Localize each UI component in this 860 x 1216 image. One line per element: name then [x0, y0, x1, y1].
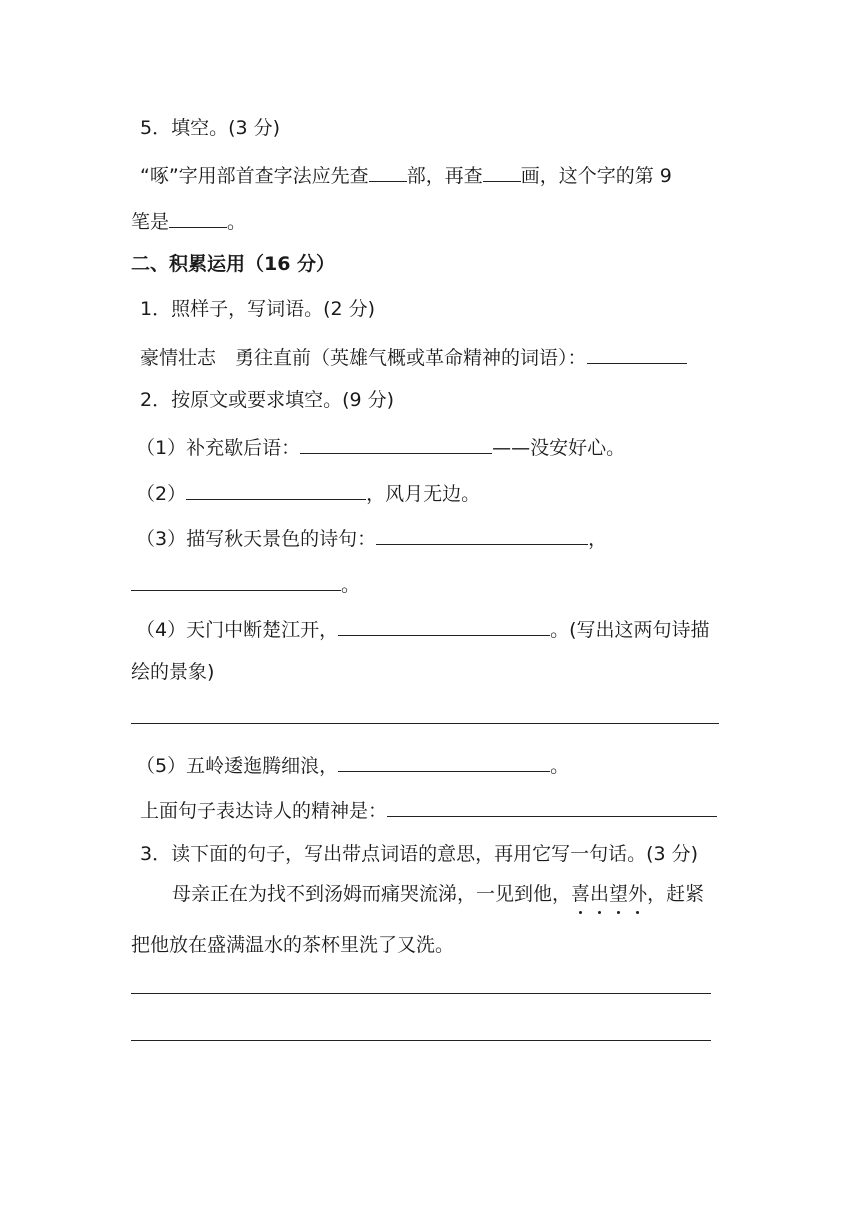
s2q2-item3-cont: [131, 568, 360, 599]
q5-blank-radical[interactable]: [369, 159, 407, 182]
q5-blank-ninth-stroke[interactable]: [169, 205, 227, 228]
s2q2-item1: [136, 431, 625, 462]
q5-line1: [140, 159, 672, 190]
section2-title: 二、积累运用（16 分）: [131, 253, 336, 275]
s2q2-item6-blank[interactable]: [387, 794, 717, 817]
s2q3-title: 3．读下面的句子，写出带点词语的意思，再用它写一句话。(3 分): [140, 843, 699, 865]
dotted-char-4: 外: [628, 880, 647, 908]
s2q2-item1-blank[interactable]: [300, 431, 492, 454]
s2q2-item2-text: （2）: [136, 483, 187, 505]
dotted-char-3: 望: [609, 880, 628, 908]
s2q1-line: [140, 341, 687, 372]
s2q2-item4-answer-line[interactable]: [131, 723, 719, 724]
s2q2-item4-tail: 。(写出这两句诗描: [550, 619, 710, 641]
s2q1-blank[interactable]: [587, 341, 687, 364]
s2q2-item2-blank[interactable]: [186, 477, 366, 500]
s2q3-answer-line-1[interactable]: [131, 993, 711, 994]
s2q3-sentence-line1: [172, 880, 704, 908]
q5-text-3: 画，这个字的第 9: [520, 165, 672, 187]
s2q3-answer-line-2[interactable]: [131, 1040, 711, 1041]
s2q2-item3-blank-2[interactable]: [131, 568, 341, 591]
s2q3-text-2: ，赶紧: [647, 883, 705, 905]
s2q2-item4: [136, 613, 710, 644]
s2q2-item2: [136, 477, 480, 508]
s2q2-item1-text: （1）补充歇后语：: [136, 437, 301, 459]
q5-text-5: 。: [227, 211, 247, 233]
s2q2-item4-text: （4）天门中断楚江开，: [136, 619, 339, 641]
dotted-char-2: 出: [590, 880, 609, 908]
q5-title: 5．填空。(3 分): [140, 117, 281, 139]
s2q2-item3: [136, 522, 607, 553]
s2q3-text-1: 母亲正在为找不到汤姆而痛哭流涕，一见到他，: [172, 883, 572, 905]
q5-blank-strokes[interactable]: [483, 159, 521, 182]
s2q2-item3-blank-1[interactable]: [376, 522, 588, 545]
s2q1-title: 1．照样子，写词语。(2 分): [140, 298, 376, 320]
s2q1-text: 豪情壮志 勇往直前（英雄气概或革命精神的词语）：: [140, 347, 587, 369]
s2q2-item5: [136, 749, 569, 780]
s2q2-item3-period: 。: [341, 574, 361, 596]
s2q3-sentence-line2: 把他放在盛满温水的茶杯里洗了又洗。: [131, 934, 455, 956]
s2q2-item6: [140, 794, 717, 825]
q5-text-4: 笔是: [131, 211, 170, 233]
s2q2-title: 2．按原文或要求填空。(9 分): [140, 389, 395, 411]
s2q2-item5-period: 。: [550, 755, 570, 777]
q5-text-1: “啄”字用部首查字法应先查: [140, 165, 369, 187]
s2q2-item3-text: （3）描写秋天景色的诗句：: [136, 528, 377, 550]
s2q2-item5-text: （5）五岭逶迤腾细浪，: [136, 755, 339, 777]
q5-text-2: 部，再查: [406, 165, 483, 187]
s2q2-item6-text: 上面句子表达诗人的精神是：: [140, 800, 388, 822]
dotted-char-1: 喜: [571, 880, 590, 908]
s2q2-item4-blank[interactable]: [338, 613, 550, 636]
s2q2-item5-blank[interactable]: [338, 749, 550, 772]
s2q2-item2-tail: ，风月无边。: [366, 483, 481, 505]
q5-line2: [131, 205, 246, 236]
s2q2-item3-comma: ，: [588, 528, 608, 550]
s2q2-item4-cont: 绘的景象): [131, 661, 215, 683]
s2q2-item1-tail: ——没安好心。: [492, 437, 626, 459]
